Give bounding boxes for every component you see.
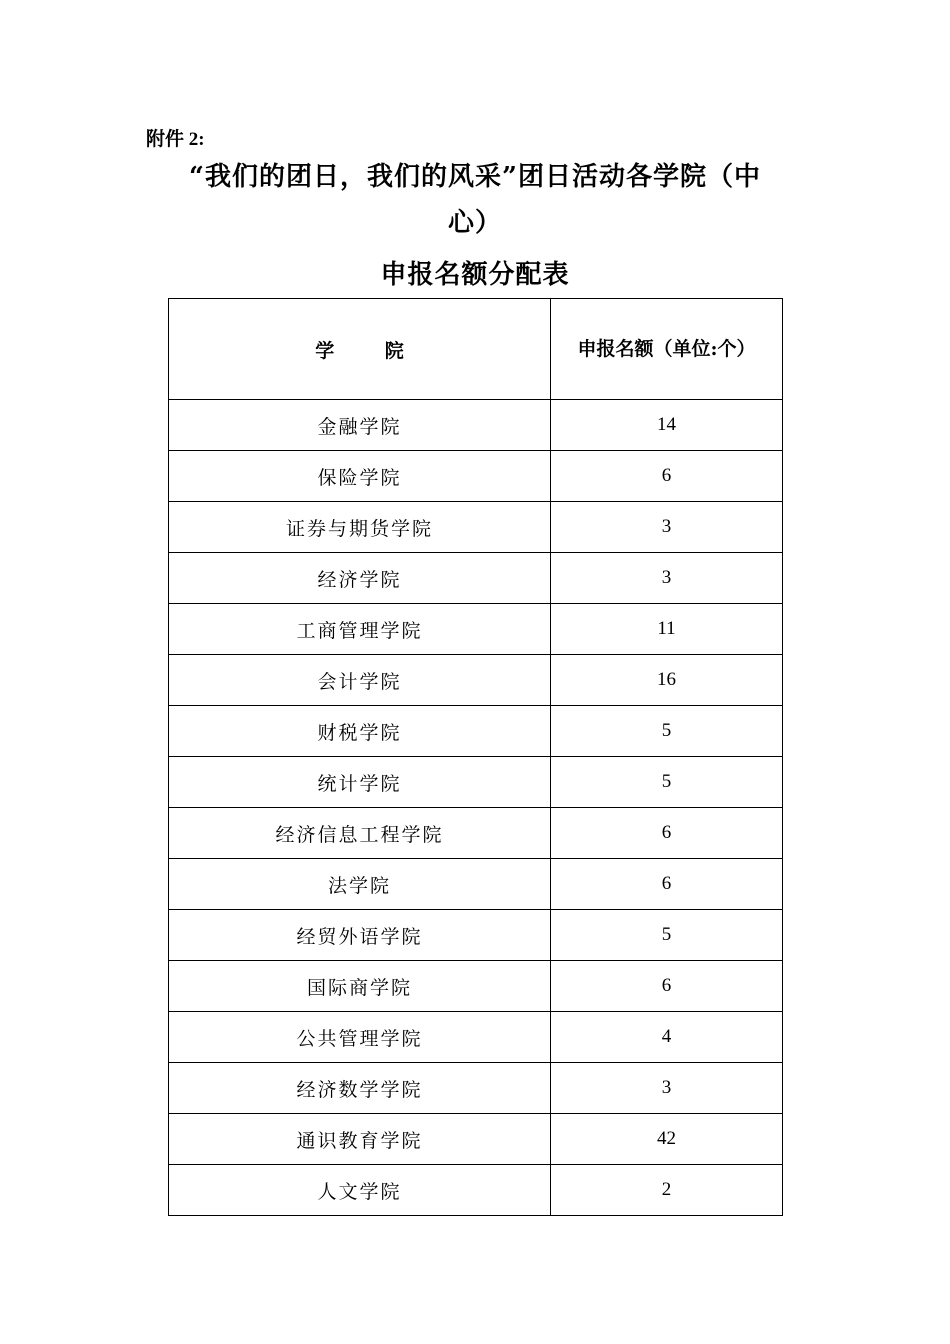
table-row bbox=[169, 400, 783, 451]
table-row bbox=[169, 757, 783, 808]
header-quota: 申报名额（单位:个） bbox=[551, 299, 783, 400]
document-title-line-2: 心） bbox=[447, 208, 502, 238]
table-row bbox=[169, 706, 783, 757]
table-row bbox=[169, 808, 783, 859]
college-name-cell: 经贸外语学院 bbox=[169, 910, 551, 961]
college-name-cell: 会计学院 bbox=[169, 655, 551, 706]
college-name-cell: 保险学院 bbox=[169, 451, 551, 502]
college-name-cell: 公共管理学院 bbox=[169, 1012, 551, 1063]
table-row bbox=[169, 604, 783, 655]
table-header-row bbox=[169, 299, 783, 400]
quota-cell: 3 bbox=[551, 553, 783, 604]
college-name-cell: 经济信息工程学院 bbox=[169, 808, 551, 859]
college-name-cell: 法学院 bbox=[169, 859, 551, 910]
college-name-cell: 证券与期货学院 bbox=[169, 502, 551, 553]
quota-cell: 2 bbox=[551, 1165, 783, 1216]
college-name-cell: 国际商学院 bbox=[169, 961, 551, 1012]
document-title-line-1: “我们的团日，我们的风采”团日活动各学院（中 bbox=[189, 162, 761, 192]
table-row bbox=[169, 451, 783, 502]
college-name-cell: 经济数学学院 bbox=[169, 1063, 551, 1114]
quota-cell: 11 bbox=[551, 604, 783, 655]
quota-allocation-table bbox=[168, 298, 783, 1216]
quota-cell: 5 bbox=[551, 706, 783, 757]
quota-cell: 6 bbox=[551, 451, 783, 502]
college-name-cell: 财税学院 bbox=[169, 706, 551, 757]
table-row bbox=[169, 1012, 783, 1063]
college-name-cell: 经济学院 bbox=[169, 553, 551, 604]
quota-cell: 5 bbox=[551, 757, 783, 808]
quota-cell: 6 bbox=[551, 808, 783, 859]
attachment-label: 附件 2: bbox=[146, 129, 205, 150]
college-name-cell: 人文学院 bbox=[169, 1165, 551, 1216]
table-row bbox=[169, 553, 783, 604]
quota-cell: 14 bbox=[551, 400, 783, 451]
table-row bbox=[169, 502, 783, 553]
quota-cell: 6 bbox=[551, 961, 783, 1012]
table-row bbox=[169, 961, 783, 1012]
college-name-cell: 工商管理学院 bbox=[169, 604, 551, 655]
table-row bbox=[169, 1063, 783, 1114]
table-row bbox=[169, 1114, 783, 1165]
college-name-cell: 通识教育学院 bbox=[169, 1114, 551, 1165]
college-name-cell: 金融学院 bbox=[169, 400, 551, 451]
table-row bbox=[169, 655, 783, 706]
table-row bbox=[169, 910, 783, 961]
document-title-line-3: 申报名额分配表 bbox=[380, 260, 570, 290]
college-name-cell: 统计学院 bbox=[169, 757, 551, 808]
quota-cell: 5 bbox=[551, 910, 783, 961]
quota-cell: 3 bbox=[551, 1063, 783, 1114]
quota-cell: 16 bbox=[551, 655, 783, 706]
quota-cell: 3 bbox=[551, 502, 783, 553]
quota-cell: 4 bbox=[551, 1012, 783, 1063]
quota-cell: 42 bbox=[551, 1114, 783, 1165]
quota-cell: 6 bbox=[551, 859, 783, 910]
table-row bbox=[169, 1165, 783, 1216]
table-row bbox=[169, 859, 783, 910]
header-college: 学 院 bbox=[169, 299, 551, 400]
